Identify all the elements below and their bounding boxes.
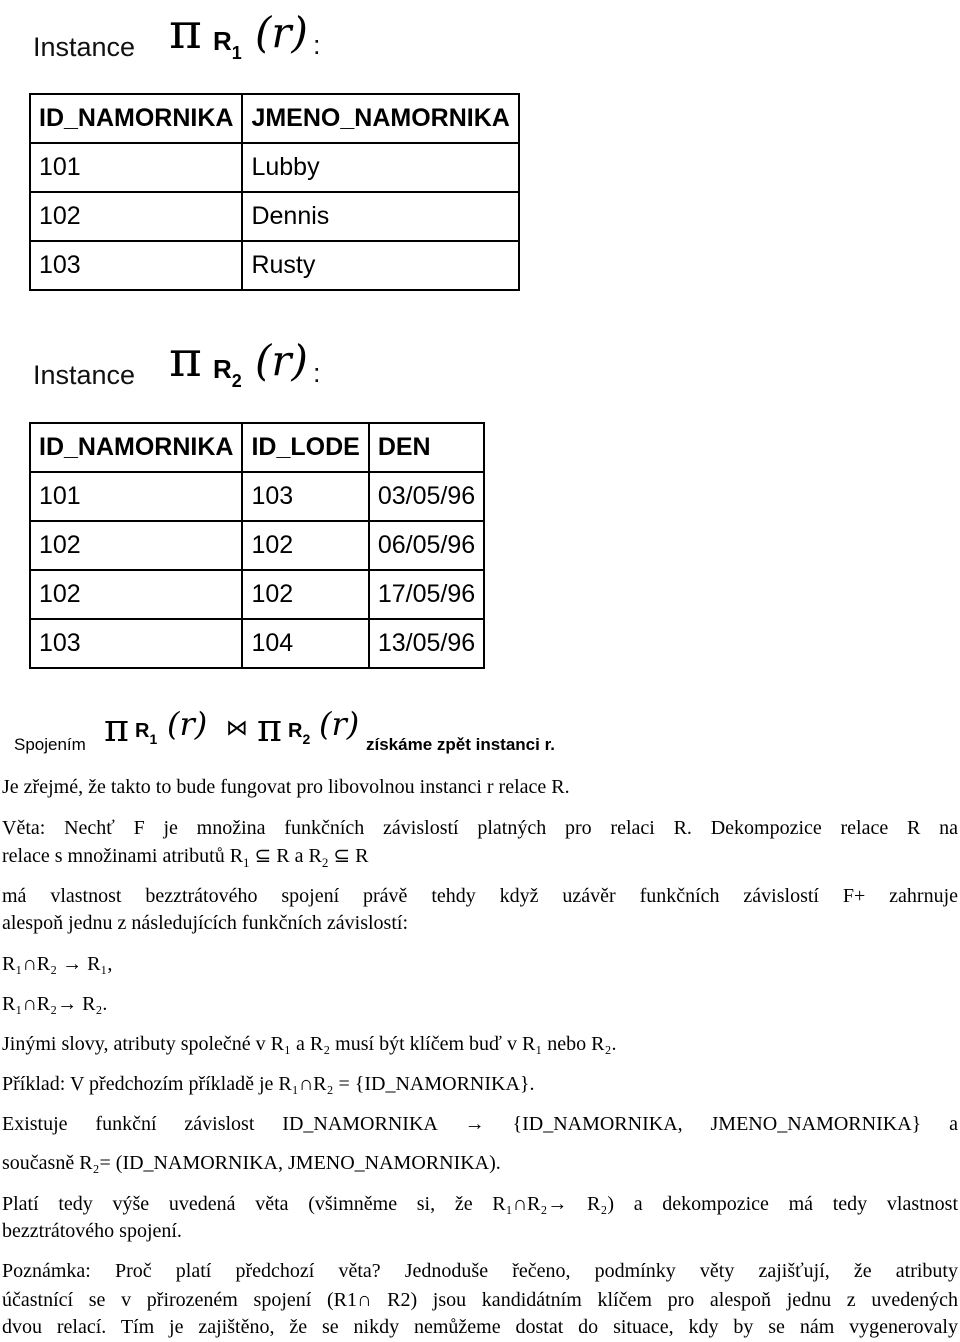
paragraph-example: Příklad: V předchozím příkladě je R₁∩R₂ = {ID_NAMORNIKA}. [2,1073,535,1095]
section1-rel-name: R [213,26,232,56]
theorem-line-2-a: relace s množinami atributů R [2,845,244,867]
table-cell: 101 [30,143,242,192]
dependency-1: R₁∩R₂ → R₁, [2,953,113,975]
section2-pi-symbol: π [169,330,202,388]
table-cell: 103 [30,619,242,668]
property-line-1: má vlastnost bezztrátového spojení právě tehdy když uzávěr funkčních závislostí F+ zahrnuje [2,885,958,907]
join-rel-2-name: R [288,720,303,742]
note-line-1: Poznámka: Proč platí předchozí věta? Jednoduše řečeno, podmínky věty zajišťují, že atributy [2,1260,958,1282]
section2-rel-sub: 2 [231,371,242,391]
join-rel-1-name: R [135,720,150,742]
table-header-row [30,423,484,472]
join-rel-2-sub: 2 [302,731,311,747]
section1-instance-label: Instance [33,32,136,62]
table-cell: 06/05/96 [369,521,484,570]
join-prefix: Spojením [14,735,86,754]
paragraph-exists-2: současně R₂= (ID_NAMORNIKA, JMENO_NAMORNIKA). [2,1152,501,1174]
table-cell: 13/05/96 [369,619,484,668]
table-cell: 103 [242,472,368,521]
join-pi-symbol-1: π [104,706,129,750]
join-pi-symbol-2: π [257,706,282,750]
section1-arg: (r) [255,8,308,57]
dependency-2: R₁∩R₂→ R₂. [2,993,108,1015]
table-cell: 102 [242,570,368,619]
join-rel-1 [135,720,158,747]
table-cell: Dennis [242,192,518,241]
section2-heading [33,330,373,398]
table-cell: 104 [242,619,368,668]
property-line-2: alespoň jednu z následujících funkčních závislostí: [2,912,408,934]
table-header-cell: ID_LODE [242,423,368,472]
table-cell: 17/05/96 [369,570,484,619]
table-header-cell: JMENO_NAMORNIKA [242,94,518,143]
table-cell: 101 [30,472,242,521]
join-suffix: získáme zpět instanci r. [366,735,555,754]
table-cell: 102 [30,192,242,241]
join-rel-1-sub: 1 [149,731,158,747]
theorem-line-2-c: ⊆ R [328,845,369,867]
table-row [30,619,484,668]
table-row [30,521,484,570]
paragraph-1: Je zřejmé, že takto to bude fungovat pro libovolnou instanci r relace R. [2,776,570,798]
join-statement [14,702,614,758]
theorem-line-2-sub1: 1 [243,855,250,870]
table-header-cell: ID_NAMORNIKA [30,94,242,143]
section1-relation [213,26,242,63]
join-arg-1: (r) [167,705,208,743]
section1-pi-symbol: π [169,2,202,60]
theorem-line-2 [2,842,958,877]
table-row [30,472,484,521]
note-line-2: účastnící se v přirozeném spojení (R1∩ R2) jsou kandidátním klíčem pro alespoň jednu z uvedených [2,1289,958,1311]
section2-colon: : [313,358,321,388]
section2-rel-name: R [213,354,232,384]
table-cell: 102 [242,521,368,570]
table-cell: 03/05/96 [369,472,484,521]
table-row [30,570,484,619]
table-r1 [29,93,520,291]
section2-arg: (r) [255,336,308,385]
table-header-row [30,94,519,143]
table-header-cell: ID_NAMORNIKA [30,423,242,472]
section1-rel-sub: 1 [231,43,242,63]
paragraph-holds-1: Platí tedy výše uvedená věta (všimněme si, že R₁∩R₂→ R₂) a dekompozice má tedy vlastnost [2,1193,958,1215]
theorem-line-2-b: ⊆ R a R [249,845,322,867]
join-bowtie-icon: ⋈ [226,716,248,741]
paragraph-exists-1: Existuje funkční závislost ID_NAMORNIKA → {ID_NAMORNIKA, JMENO_NAMORNIKA} a [2,1113,958,1135]
theorem-line-2-sub2: 2 [321,855,329,870]
table-cell: 103 [30,241,242,290]
join-arg-2: (r) [319,705,360,743]
section2-instance-label: Instance [33,360,136,390]
table-cell: 102 [30,570,242,619]
paragraph-holds-2: bezztrátového spojení. [2,1220,182,1242]
join-rel-2 [288,720,311,747]
theorem-line-1: Věta: Nechť F je množina funkčních závislostí platných pro relaci R. Dekompozice relace R na [2,817,958,839]
table-cell: Lubby [242,143,518,192]
table-row [30,143,519,192]
section1-heading [33,2,373,70]
table-r2 [29,422,485,669]
section2-relation [213,354,242,391]
table-header-cell: DEN [369,423,484,472]
table-cell: Rusty [242,241,518,290]
table-row [30,192,519,241]
table-row [30,241,519,290]
note-line-3: dvou relací. Tím je zajištěno, že se nikdy nemůžeme dostat do situace, kdy by se nám vygenerovaly [2,1316,958,1338]
table-cell: 102 [30,521,242,570]
paragraph-other-words: Jinými slovy, atributy společné v R₁ a R₂ musí být klíčem buď v R₁ nebo R₂. [2,1033,617,1055]
section1-colon: : [313,30,321,60]
